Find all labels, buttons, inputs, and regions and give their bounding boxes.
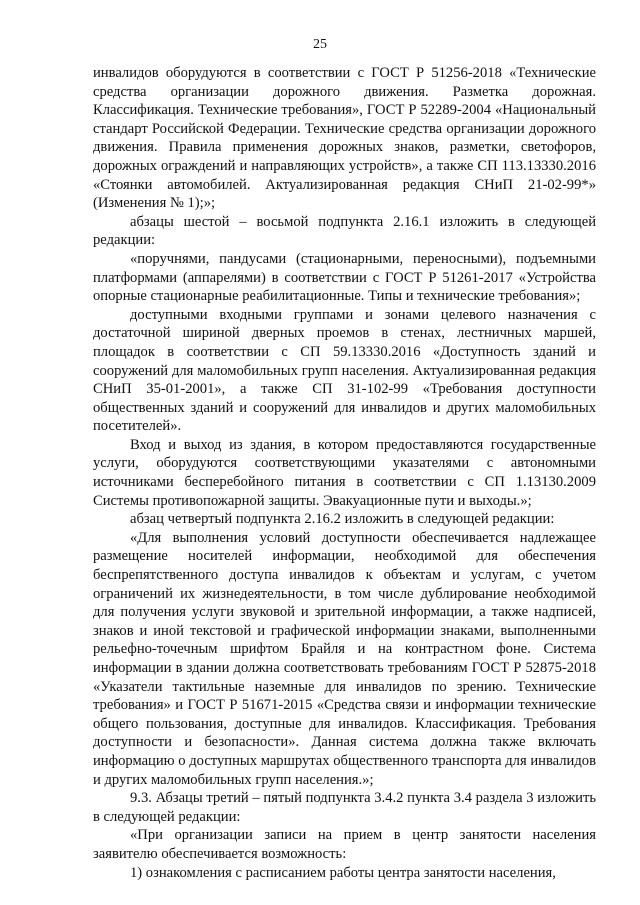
paragraph-3: «поручнями, пандусами (стационарными, переносными), подъемными платформами (аппарелями) в соответствии с ГОСТ Р 51261-2017 «Устройства опорные стационарные реабилитационные. Типы и технические требования»; [93,250,596,305]
paragraph-7: «Для выполнения условий доступности обеспечивается надлежащее размещение носителей информации, необходимой для обеспечения беспрепятственного доступа инвалидов к объектам и услугам, с учетом ограничений их жизнедеятельности, в том числе дублирование необходимой для получения услуги звуковой и зрительной информации, а также надписей, знаков и иной текстовой и графической информации знаками, выполненными рельефно-точечным шрифтом Брайля и на контрастном фоне. Система информации в здании должна соответствовать требованиям ГОСТ Р 52875-2018 «Указатели тактильные наземные для инвалидов по зрению. Технические требования» и ГОСТ Р 51671-2015 «Средства связи и информации технические общего пользования, доступные для инвалидов. Классификация. Требования доступности и безопасности». Данная система должна также включать информацию о доступных маршрутах общественного транспорта для инвалидов и других маломобильных групп населения.»; [93,529,596,788]
document-body [93,64,596,882]
paragraph-5: Вход и выход из здания, в котором предоставляются государственные услуги, оборудуются соответствующими указателями с автономными источниками бесперебойного питания в соответствии с СП 1.13130.2009 Системы противопожарной защиты. Эвакуационные пути и выходы.»; [93,436,596,509]
paragraph-10: 1) ознакомления с расписанием работы центра занятости населения, [130,864,556,881]
paragraph-1: инвалидов оборудуются в соответствии с ГОСТ Р 51256-2018 «Технические средства организации дорожного движения. Разметка дорожная. Классификация. Технические требования», ГОСТ Р 52289-2004 «Национальный стандарт Российской Федерации. Технические средства организации дорожного движения. Правила применения дорожных знаков, разметки, светофоров, дорожных ограждений и направляющих устройств», а также СП 113.13330.2016 «Стоянки автомобилей. Актуализированная редакция СНиП 21-02-99*» (Изменения № 1);»; [93,65,596,212]
paragraph-8: 9.3. Абзацы третий – пятый подпункта 3.4.2 пункта 3.4 раздела 3 изложить в следующей редакции: [93,790,596,825]
page-number: 25 [313,37,327,52]
paragraph-9: «При организации записи на прием в центр занятости населения заявителю обеспечивается возможность: [93,827,596,862]
paragraph-4: доступными входными группами и зонами целевого назначения с достаточной шириной дверных проемов в стенах, лестничных маршей, площадок в соответствии с СП 59.13330.2016 «Доступность зданий и сооружений для маломобильных групп населения. Актуализированная редакция СНиП 35-01-2001», а также СП 31-102-99 «Требования доступности общественных зданий и сооружений для инвалидов и других маломобильных посетителей». [93,306,596,435]
paragraph-2: абзацы шестой – восьмой подпункта 2.16.1 изложить в следующей редакции: [93,213,596,249]
paragraph-6: абзац четвертый подпункта 2.16.2 изложить в следующей редакции: [130,511,555,528]
